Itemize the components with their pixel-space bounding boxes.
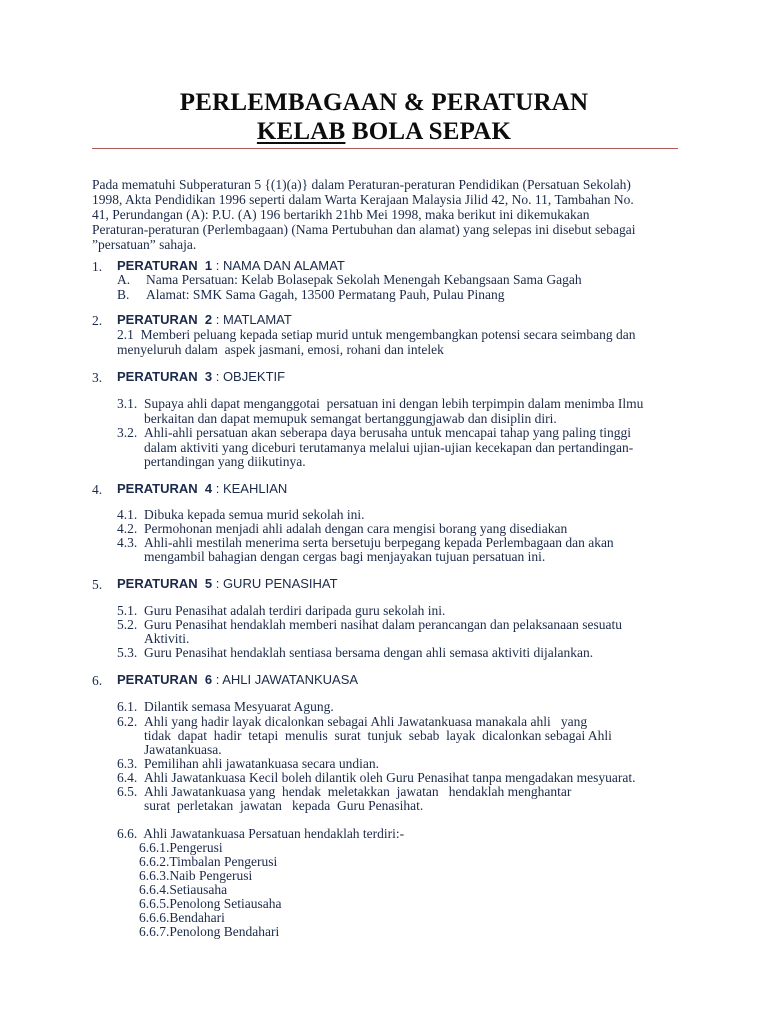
intro-line: Pada mematuhi Subperaturan 5 {(1)(a)} dalam Peraturan-peraturan Pendidikan (Persatuan Sekolah) [92,177,631,192]
list-item: Permohonan menjadi ahli adalah dengan cara mengisi borang yang disediakan [144,521,568,536]
list-item: Jawatankuasa. [144,742,222,757]
committee-item: 6.6.5.Penolong Setiausaha [139,896,282,911]
section-heading [117,312,292,327]
list-item: Ahli yang hadir layak dicalonkan sebagai Ahli Jawatankuasa manakala ahli yang [144,714,588,729]
intro-line: 41, Perundangan (A): P.U. (A) 196 bertarikh 21hb Mei 1998, maka berikut ini dikemukakan [92,207,590,222]
list-lead: 5.1. [117,603,138,618]
section-title: : KEAHLIAN [212,481,288,496]
section-number: 1. [92,259,103,274]
section-label: PERATURAN 2 [117,312,213,327]
list-item: dalam aktiviti yang diceburi terutamanya melalui ujian-ujian kecekapan dan pertandingan- [144,440,634,455]
section-title: : GURU PENASIHAT [212,576,338,591]
section-label: PERATURAN 3 [117,369,213,384]
section-title: : OBJEKTIF [212,369,286,384]
document-title-line2 [0,118,768,146]
committee-item: 6.6.7.Penolong Bendahari [139,924,280,939]
section-heading [117,258,345,273]
list-lead: 3.2. [117,425,138,440]
list-lead: 4.3. [117,535,138,550]
list-item: Ahli Jawatankuasa Kecil boleh dilantik oleh Guru Penasihat tanpa mengadakan mesyuarat. [144,770,636,785]
section-number: 5. [92,577,103,592]
list-item: Ahli-ahli persatuan akan seberapa daya berusaha untuk mencapai tahap yang paling tinggi [144,425,631,440]
section-label: PERATURAN 5 [117,576,213,591]
list-lead: 5.2. [117,617,138,632]
list-item: Dilantik semasa Mesyuarat Agung. [144,699,334,714]
committee-item: 6.6.2.Timbalan Pengerusi [139,854,278,869]
list-lead: 3.1. [117,396,138,411]
subsection-intro: 6.6. Ahli Jawatankuasa Persatuan hendaklah terdiri:- [117,826,405,841]
list-item: Guru Penasihat adalah terdiri daripada guru sekolah ini. [144,603,446,618]
list-item: berkaitan dan dapat memupuk semangat bertanggungjawab dan disiplin diri. [144,411,557,426]
title-divider [92,148,678,149]
list-lead: 4.2. [117,521,138,536]
list-item: surat perletakan jawatan kepada Guru Penasihat. [144,798,424,813]
committee-item: 6.6.6.Bendahari [139,910,225,925]
list-item: Ahli-ahli mestilah menerima serta bersetuju berpegang kepada Perlembagaan dan akan [144,535,614,550]
list-lead: 6.1. [117,699,138,714]
section-title: : MATLAMAT [212,312,292,327]
title-underlined-word: KELAB [256,118,346,145]
paragraph-line: menyeluruh dalam aspek jasmani, emosi, rohani dan intelek [117,342,444,357]
list-item: Pemilihan ahli jawatankuasa secara undian. [144,756,380,771]
section-heading [117,576,338,591]
list-lead: 6.3. [117,756,138,771]
paragraph-line: 2.1 Memberi peluang kepada setiap murid untuk mengembangkan potensi secara seimbang dan [117,327,636,342]
committee-item: 6.6.1.Pengerusi [139,840,223,855]
section-number: 2. [92,313,103,328]
section-label: PERATURAN 1 [117,258,213,273]
list-item: Aktiviti. [144,631,190,646]
section-label: PERATURAN 6 [117,672,213,687]
title-rest: BOLA SEPAK [345,118,512,145]
list-lead: B. [117,287,130,302]
section-label: PERATURAN 4 [117,481,213,496]
section-number: 4. [92,482,103,497]
section-title: : AHLI JAWATANKUASA [212,672,359,687]
section-heading [117,369,285,384]
committee-item: 6.6.4.Setiausaha [139,882,228,897]
list-lead: A. [117,272,131,287]
committee-item: 6.6.3.Naib Pengerusi [139,868,253,883]
section-heading [117,672,358,687]
section-heading [117,481,287,496]
section-number: 3. [92,370,103,385]
list-lead: 6.4. [117,770,138,785]
list-item: Guru Penasihat hendaklah memberi nasihat dalam perancangan dan pelaksanaan sesuatu [144,617,622,632]
intro-line: Peraturan-peraturan (Perlembagaan) (Nama Pertubuhan dan alamat) yang selepas ini disebut sebagai [92,222,636,237]
list-lead: 4.1. [117,507,138,522]
list-item: Supaya ahli dapat menganggotai persatuan ini dengan lebih terpimpin dalam menimba Ilmu [144,396,644,411]
list-item: mengambil bahagian dengan cergas bagi menjayakan tujuan persatuan ini. [144,549,546,564]
list-item: tidak dapat hadir tetapi menulis surat tunjuk sebab layak dicalonkan sebagai Ahli [144,728,612,743]
list-item: Dibuka kepada semua murid sekolah ini. [144,507,365,522]
intro-line: ”persatuan” sahaja. [92,237,197,252]
intro-line: 1998, Akta Pendidikan 1996 seperti dalam Warta Kerajaan Malaysia Jilid 42, No. 11, Tambahan No. [92,192,634,207]
list-item: Guru Penasihat hendaklah sentiasa bersama dengan ahli semasa aktiviti dijalankan. [144,645,594,660]
list-lead: 6.2. [117,714,138,729]
list-item: pertandingan yang diikutinya. [144,454,306,469]
list-item: Nama Persatuan: Kelab Bolasepak Sekolah Menengah Kebangsaan Sama Gagah [146,272,582,287]
document-title-line1: PERLEMBAGAAN & PERATURAN [179,89,589,116]
list-item: Alamat: SMK Sama Gagah, 13500 Permatang Pauh, Pulau Pinang [146,287,505,302]
section-number: 6. [92,673,103,688]
list-lead: 6.5. [117,784,138,799]
list-lead: 5.3. [117,645,138,660]
section-title: : NAMA DAN ALAMAT [212,258,345,273]
list-item: Ahli Jawatankuasa yang hendak meletakkan jawatan hendaklah menghantar [144,784,572,799]
